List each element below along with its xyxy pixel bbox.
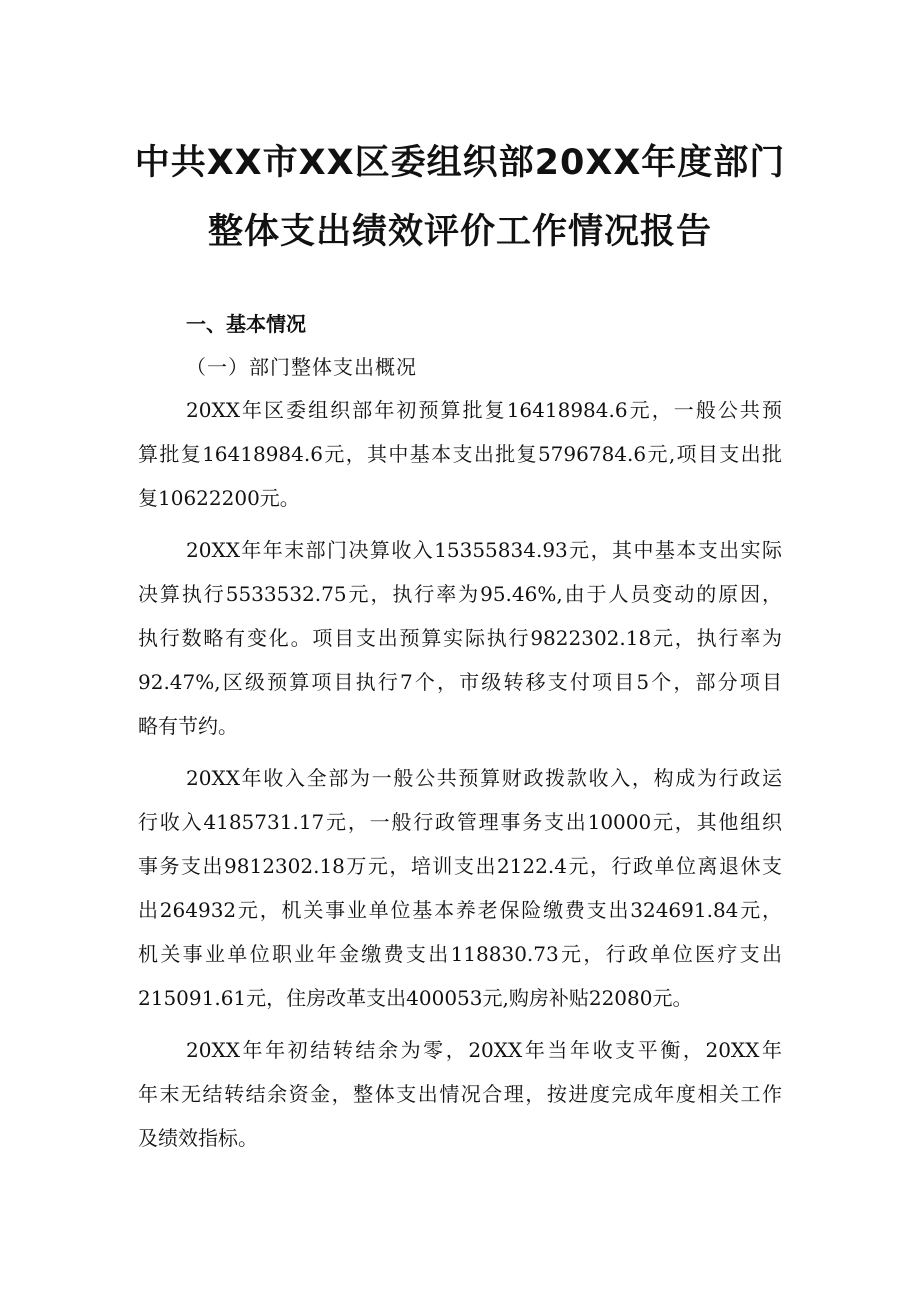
section-heading-basic-situation: 一、基本情况 xyxy=(186,312,306,336)
paragraph-line: 年末无结转结余资金，整体支出情况合理，按进度完成年度相关工作 xyxy=(138,1082,782,1106)
report-title-line-1: 中共XX市XX区委组织部20XX年度部门 xyxy=(134,143,786,183)
paragraph-line: 行收入4185731.17元，一般行政管理事务支出10000元，其他组织 xyxy=(138,810,782,834)
paragraph-line: 机关事业单位职业年金缴费支出118830.73元，行政单位医疗支出 xyxy=(138,942,782,966)
paragraph-line: 决算执行5533532.75元，执行率为95.46%,由于人员变动的原因， xyxy=(138,582,782,606)
subsection-heading-overview: （一）部门整体支出概况 xyxy=(186,355,417,379)
report-title-line-2: 整体支出绩效评价工作情况报告 xyxy=(207,212,712,252)
paragraph-revenue-composition xyxy=(138,756,782,1020)
paragraph-budget-approval xyxy=(138,388,782,520)
paragraph-line: 20XX年收入全部为一般公共预算财政拨款收入，构成为行政运 xyxy=(186,766,782,790)
paragraph-line: 复10622200元。 xyxy=(138,486,300,510)
paragraph-line: 20XX年年末部门决算收入15355834.93元，其中基本支出实际 xyxy=(186,538,782,562)
paragraph-line: 及绩效指标。 xyxy=(138,1126,258,1150)
report-body xyxy=(138,388,782,1168)
paragraph-line: 出264932元，机关事业单位基本养老保险缴费支出324691.84元， xyxy=(138,898,782,922)
paragraph-line: 20XX年区委组织部年初预算批复16418984.6元，一般公共预 xyxy=(186,398,782,422)
paragraph-final-accounts xyxy=(138,528,782,748)
paragraph-line: 92.47%,区级预算项目执行7个，市级转移支付项目5个，部分项目 xyxy=(138,670,782,694)
paragraph-line: 执行数略有变化。项目支出预算实际执行9822302.18元，执行率为 xyxy=(138,626,782,650)
paragraph-line: 略有节约。 xyxy=(138,714,238,738)
paragraph-line: 事务支出9812302.18万元，培训支出2122.4元，行政单位离退休支 xyxy=(138,854,782,878)
paragraph-balance-summary xyxy=(138,1028,782,1160)
paragraph-line: 215091.61元，住房改革支出400053元,购房补贴22080元。 xyxy=(138,986,693,1010)
paragraph-line: 20XX年年初结转结余为零，20XX年当年收支平衡，20XX年 xyxy=(186,1038,782,1062)
paragraph-line: 算批复16418984.6元，其中基本支出批复5796784.6元,项目支出批 xyxy=(138,442,782,466)
